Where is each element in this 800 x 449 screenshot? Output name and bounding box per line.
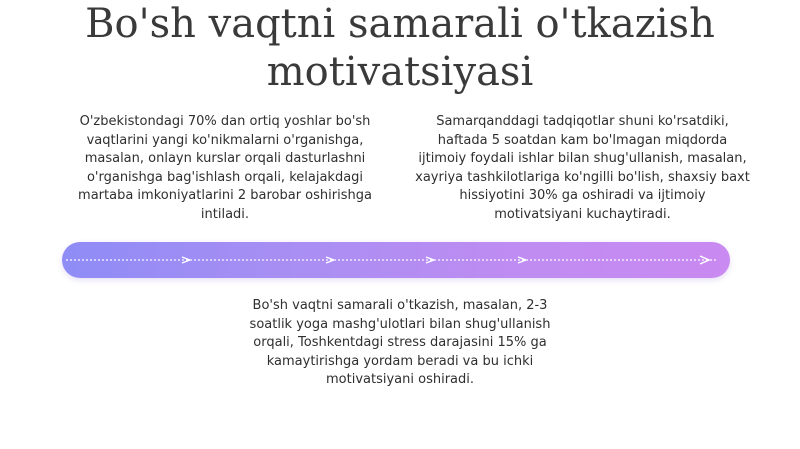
text-block-right: Samarqanddagi tadqiqotlar shuni ko'rsatdiki, haftada 5 soatdan kam bo'lmagan miqdorda ijtimoiy foydali ishlar bilan shug'ullanish, masalan, xayriya tashkilotlariga ko'ngilli bo'lish, shaxsiy baxt hissiyotini 30% ga oshiradi va ijtimoiy motivatsiyani kuchaytiradi. — [415, 114, 750, 222]
text-block-bottom: Bo'sh vaqtni samarali o'tkazish, masalan, 2-3 soatlik yoga mashg'ulotlari bilan shug'ullanish orqali, Toshkentdagi stress darajasini 15% ga kamaytirishga yordam beradi va bu ichki motivatsiyani oshiradi. — [249, 298, 551, 387]
arrow-end-icon — [700, 256, 709, 264]
page-title: Bo'sh vaqtni samarali o'tkazish motivatsiyasi — [85, 1, 715, 95]
timeline-arrows — [62, 242, 730, 278]
text-block-left: O'zbekistondagi 70% dan ortiq yoshlar bo'sh vaqtlarini yangi ko'nikmalarni o'rganishga, masalan, onlayn kurslar orqali dasturlashni o'rganishga bag'ishlash orqali, kelajakdagi martaba imkoniyatlarini 2 barobar oshirishga intiladi. — [78, 114, 372, 222]
timeline-bar — [62, 242, 730, 278]
